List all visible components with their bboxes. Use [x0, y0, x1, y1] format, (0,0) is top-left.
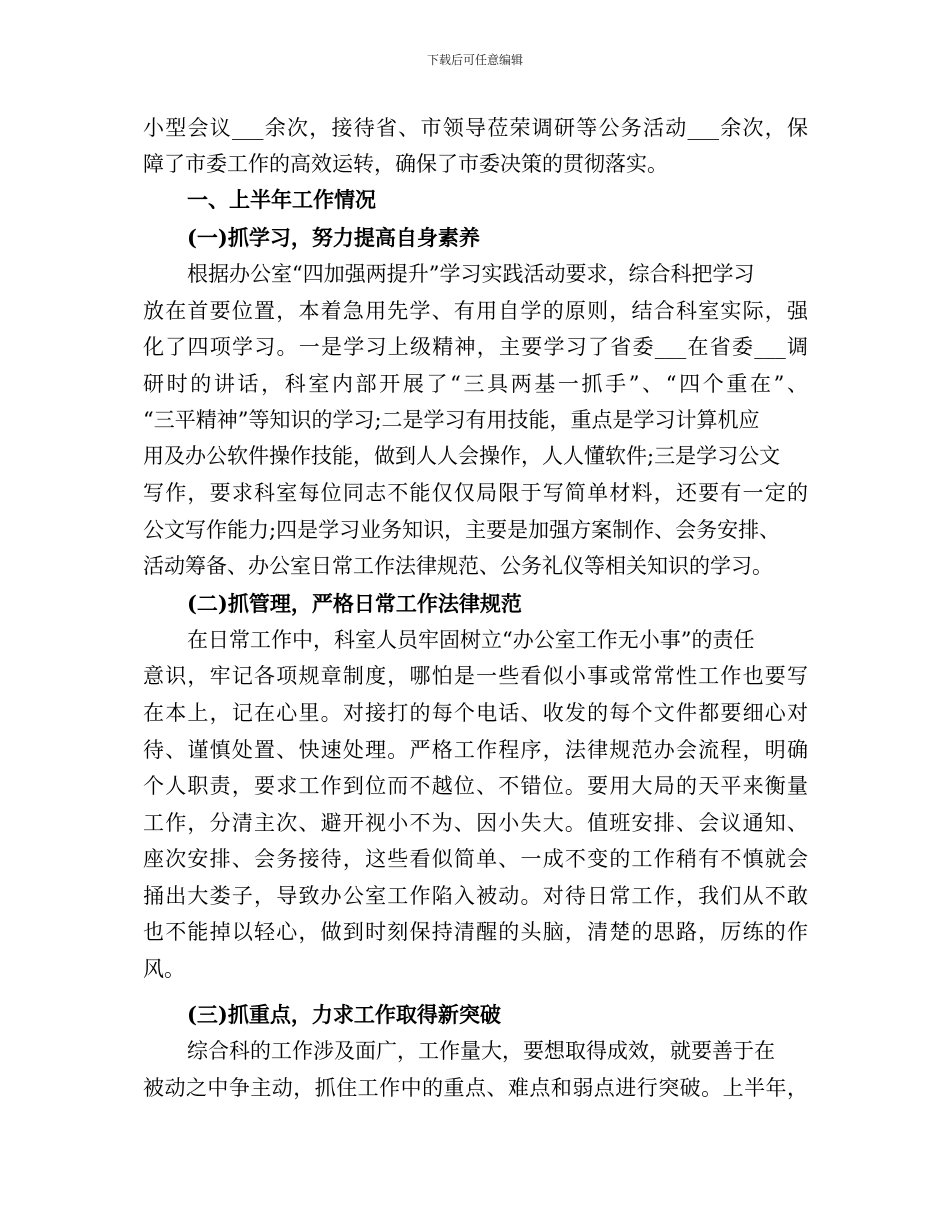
subsection-heading: (三)抓重点，力求工作取得新突破: [187, 1002, 501, 1027]
body-line: 研时的讲话，科室内部开展了“三具两基一抓手”、“四个重在”、: [143, 372, 808, 396]
body-line: 化了四项学习。一是学习上级精神，主要学习了省委___在省委___调: [143, 335, 808, 359]
body-line: 个人职责，要求工作到位而不越位、不错位。要用大局的天平来衡量: [143, 774, 808, 798]
body-line: 公文写作能力;四是学习业务知识，主要是加强方案制作、会务安排、: [143, 518, 781, 542]
body-line: 被动之中争主动，抓住工作中的重点、难点和弱点进行突破。上半年，: [143, 1076, 808, 1100]
body-line: “三平精神”等知识的学习;二是学习有用技能，重点是学习计算机应: [143, 408, 760, 432]
body-line: 在日常工作中，科室人员牢固树立“办公室工作无小事”的责任: [187, 628, 755, 652]
body-line: 意识，牢记各项规章制度，哪怕是一些看似小事或常常性工作也要写: [143, 664, 808, 688]
page-header-note: 下载后可任意编辑: [426, 53, 523, 67]
body-line: 放在首要位置，本着急用先学、有用自学的原则，结合科室实际，强: [143, 299, 808, 323]
body-line: 写作，要求科室每位同志不能仅仅局限于写简单材料，还要有一定的: [143, 481, 808, 505]
body-line: 综合科的工作涉及面广，工作量大，要想取得成效，就要善于在: [187, 1039, 775, 1063]
body-line: 待、谨慎处置、快速处理。严格工作程序，法律规范办会流程，明确: [143, 738, 808, 762]
body-line: 座次安排、会务接待，这些看似简单、一成不变的工作稍有不慎就会: [143, 847, 808, 871]
body-line: 用及办公软件操作技能，做到人人会操作，人人懂软件;三是学习公文: [143, 444, 781, 468]
body-line: 在本上，记在心里。对接打的每个电话、收发的每个文件都要细心对: [143, 701, 808, 725]
body-line: 活动筹备、办公室日常工作法律规范、公务礼仪等相关知识的学习。: [143, 554, 773, 578]
section-heading: 一、上半年工作情况: [187, 187, 376, 212]
subsection-heading: (二)抓管理，严格日常工作法律规范: [187, 591, 522, 616]
body-line: 风。: [143, 957, 185, 981]
body-line: 根据办公室“四加强两提升”学习实践活动要求，综合科把学习: [187, 262, 755, 286]
subsection-heading: (一)抓学习，努力提高自身素养: [187, 225, 480, 250]
body-line: 障了市委工作的高效运转，确保了市委决策的贯彻落实。: [143, 152, 668, 176]
body-line: 捅出大娄子，导致办公室工作陷入被动。对待日常工作，我们从不敢: [143, 884, 808, 908]
body-line: 也不能掉以轻心，做到时刻保持清醒的头脑，清楚的思路，厉练的作: [143, 920, 808, 944]
body-line: 工作，分清主次、避开视小不为、因小失大。值班安排、会议通知、: [143, 811, 808, 835]
body-line: 小型会议___余次，接待省、市领导莅荣调研等公务活动___余次，保: [143, 116, 808, 140]
